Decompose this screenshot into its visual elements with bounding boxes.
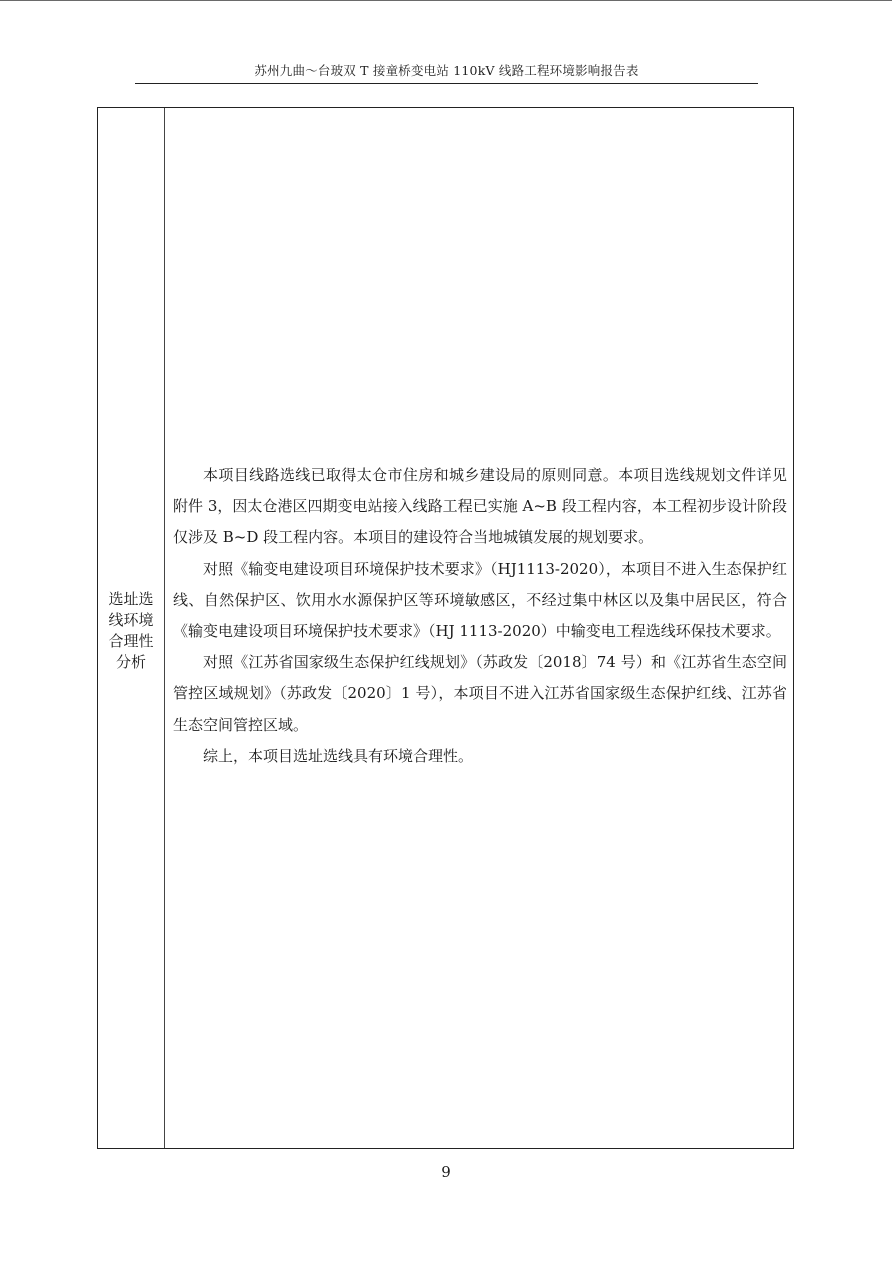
page-number: 9	[441, 1163, 451, 1181]
header-rule	[135, 83, 758, 84]
label-cell	[98, 108, 164, 1148]
column-divider	[164, 108, 165, 1148]
page-top-border	[0, 0, 892, 1]
content-cell	[173, 460, 787, 772]
paragraph-ecological-redline: 对照《江苏省国家级生态保护红线规划》（苏政发〔2018〕74 号）和《江苏省生态空间管控区域规划》（苏政发〔2020〕1 号），本项目不进入江苏省国家级生态保护红线、江苏省生态空间管控区域。	[173, 653, 787, 734]
analysis-table	[97, 107, 794, 1149]
paragraph-route-approval: 本项目线路选线已取得太仓市住房和城乡建设局的原则同意。本项目选线规划文件详见附件 3，因太仓港区四期变电站接入线路工程已实施 A~B 段工程内容，本工程初步设计阶段仅涉及 B~D 段工程内容。本项目的建设符合当地城镇发展的规划要求。	[173, 466, 787, 547]
row-label: 选址选线环境合理性分析	[108, 589, 154, 671]
document-header: 苏州九曲～台玻双 T 接童桥变电站 110kV 线路工程环境影响报告表	[254, 63, 639, 78]
paragraph-conclusion: 综上，本项目选址选线具有环境合理性。	[203, 746, 474, 765]
paragraph-technical-requirements: 对照《输变电建设项目环境保护技术要求》（HJ1113-2020），本项目不进入生态保护红线、自然保护区、饮用水水源保护区等环境敏感区，不经过集中林区以及集中居民区，符合《输变电建设项目环境保护技术要求》（HJ 1113-2020）中输变电工程选线环保技术要求。	[173, 559, 787, 641]
